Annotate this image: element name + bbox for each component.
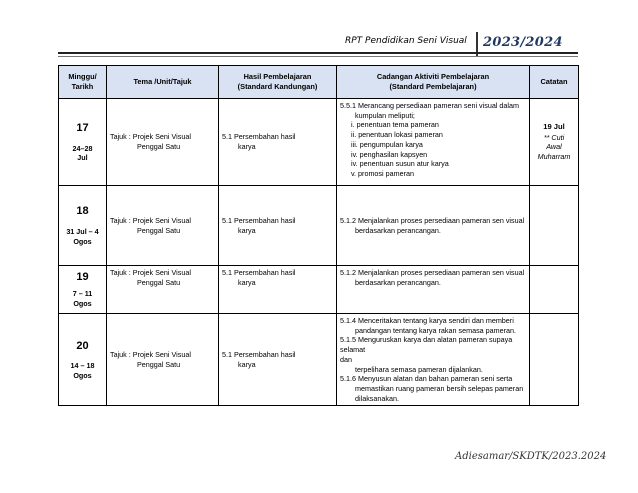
week-number: 20: [76, 339, 89, 352]
activity-line: v. promosi pameran: [351, 169, 414, 179]
learning-outcome-cell: [219, 266, 337, 314]
document-title: RPT Pendidikan Seni Visual: [345, 36, 467, 46]
week-dates: 7 – 11 Ogos: [72, 289, 93, 308]
table-header-row: [59, 66, 579, 99]
week-cell: [59, 314, 107, 406]
activity-line: berdasarkan perancangan.: [355, 277, 441, 287]
theme-continuation: Penggal Satu: [137, 277, 181, 287]
activity-line: pandangan tentang karya rakan semasa pameran.: [355, 325, 517, 335]
activities-cell: [337, 186, 530, 266]
theme-cell: [107, 266, 219, 314]
week-number: 19: [76, 271, 89, 284]
week-number: 18: [76, 205, 89, 218]
footer-signature: Adiesamar/SKDTK/2023.2024: [455, 451, 607, 462]
theme-continuation: Penggal Satu: [137, 225, 181, 235]
activity-line: memastikan ruang pameran bersih selepas pameran: [355, 384, 524, 394]
theme-cell: [107, 314, 219, 406]
week-dates: 24–28 Jul: [72, 143, 93, 163]
table-row: [59, 99, 579, 186]
table-row: [59, 186, 579, 266]
activity-line: iii. pengumpulan karya: [351, 139, 423, 149]
table-row: [59, 266, 579, 314]
theme-cell: [107, 99, 219, 186]
learning-outcome-continuation: karya: [238, 142, 256, 151]
activity-line: 5.1.2 Menjalankan proses persediaan pameran sen visual: [340, 215, 525, 225]
week-cell: [59, 186, 107, 266]
theme-label: Tajuk : Projek Seni Visual: [110, 268, 191, 277]
activities-cell: [337, 266, 530, 314]
activity-line: berdasarkan perancangan.: [355, 225, 441, 235]
notes-cell: [530, 314, 579, 406]
academic-year: 2023/2024: [483, 35, 563, 50]
theme-cell: [107, 186, 219, 266]
theme-label: Tajuk : Projek Seni Visual: [110, 215, 191, 225]
activity-line: 5.5.1 Merancang persediaan pameran seni visual dalam: [340, 101, 519, 110]
lesson-plan-table: [58, 65, 579, 406]
learning-outcome-continuation: karya: [238, 277, 256, 287]
column-header-learning-outcome: Hasil Pembelajaran (Standard Kandungan): [219, 66, 337, 99]
activity-line: 5.1.6 Menyusun alatan dan bahan pameran seni serta: [340, 374, 513, 384]
activity-line: terpelihara semasa pameran dijalankan.: [355, 364, 483, 374]
activity-line: iv. penentuan susun atur karya: [351, 159, 449, 169]
learning-outcome: 5.1 Persembahan hasil: [222, 215, 296, 225]
activity-line: 5.1.5 Menguruskan karya dan alatan pameran supaya selamat: [340, 335, 513, 355]
header-rule-thin: [58, 56, 578, 57]
activity-line: i. penentuan tema pameran: [351, 120, 439, 130]
learning-outcome-continuation: karya: [238, 359, 256, 369]
learning-outcome-cell: [219, 99, 337, 186]
activity-line: ii. penentuan lokasi pameran: [351, 130, 443, 140]
column-header-notes: Catatan: [530, 66, 579, 99]
theme-label: Tajuk : Projek Seni Visual: [110, 132, 191, 142]
learning-outcome: 5.1 Persembahan hasil: [222, 350, 296, 360]
theme-label: Tajuk : Projek Seni Visual: [110, 350, 191, 360]
notes-cell: [530, 99, 579, 186]
learning-outcome-continuation: karya: [238, 225, 256, 235]
holiday-date: 19 Jul: [543, 122, 565, 132]
notes-cell: [530, 266, 579, 314]
activity-line: 5.1.2 Menjalankan proses persediaan pameran sen visual: [340, 268, 525, 277]
activities-cell: [337, 99, 530, 186]
activity-line: dilaksanakan.: [355, 393, 399, 403]
column-header-theme: Tema /Unit/Tajuk: [107, 66, 219, 99]
table-row: [59, 314, 579, 406]
week-dates: 31 Jul – 4 Ogos: [66, 227, 99, 246]
activity-line: iv. penghasilan kapsyen: [351, 149, 428, 159]
learning-outcome-cell: [219, 186, 337, 266]
activity-line: kumpulan meliputi;: [355, 110, 415, 120]
holiday-note: ** Cuti Awal Muharram: [537, 132, 571, 161]
notes-cell: [530, 186, 579, 266]
learning-outcome: 5.1 Persembahan hasil: [222, 132, 296, 142]
week-dates: 14 – 18 Ogos: [70, 361, 95, 381]
header-rule: [58, 52, 578, 54]
learning-outcome: 5.1 Persembahan hasil: [222, 268, 296, 277]
week-number: 17: [76, 121, 89, 134]
activities-cell: [337, 314, 530, 406]
learning-outcome-cell: [219, 314, 337, 406]
column-header-activities: Cadangan Aktiviti Pembelajaran (Standard Pembelajaran): [337, 66, 530, 99]
column-header-week: Minggu/ Tarikh: [59, 66, 107, 99]
theme-continuation: Penggal Satu: [137, 359, 181, 369]
activity-line: dan: [340, 354, 352, 364]
theme-continuation: Penggal Satu: [137, 142, 181, 151]
activity-line: 5.1.4 Menceritakan tentang karya sendiri dan memberi: [340, 316, 514, 325]
week-cell: [59, 99, 107, 186]
week-cell: [59, 266, 107, 314]
